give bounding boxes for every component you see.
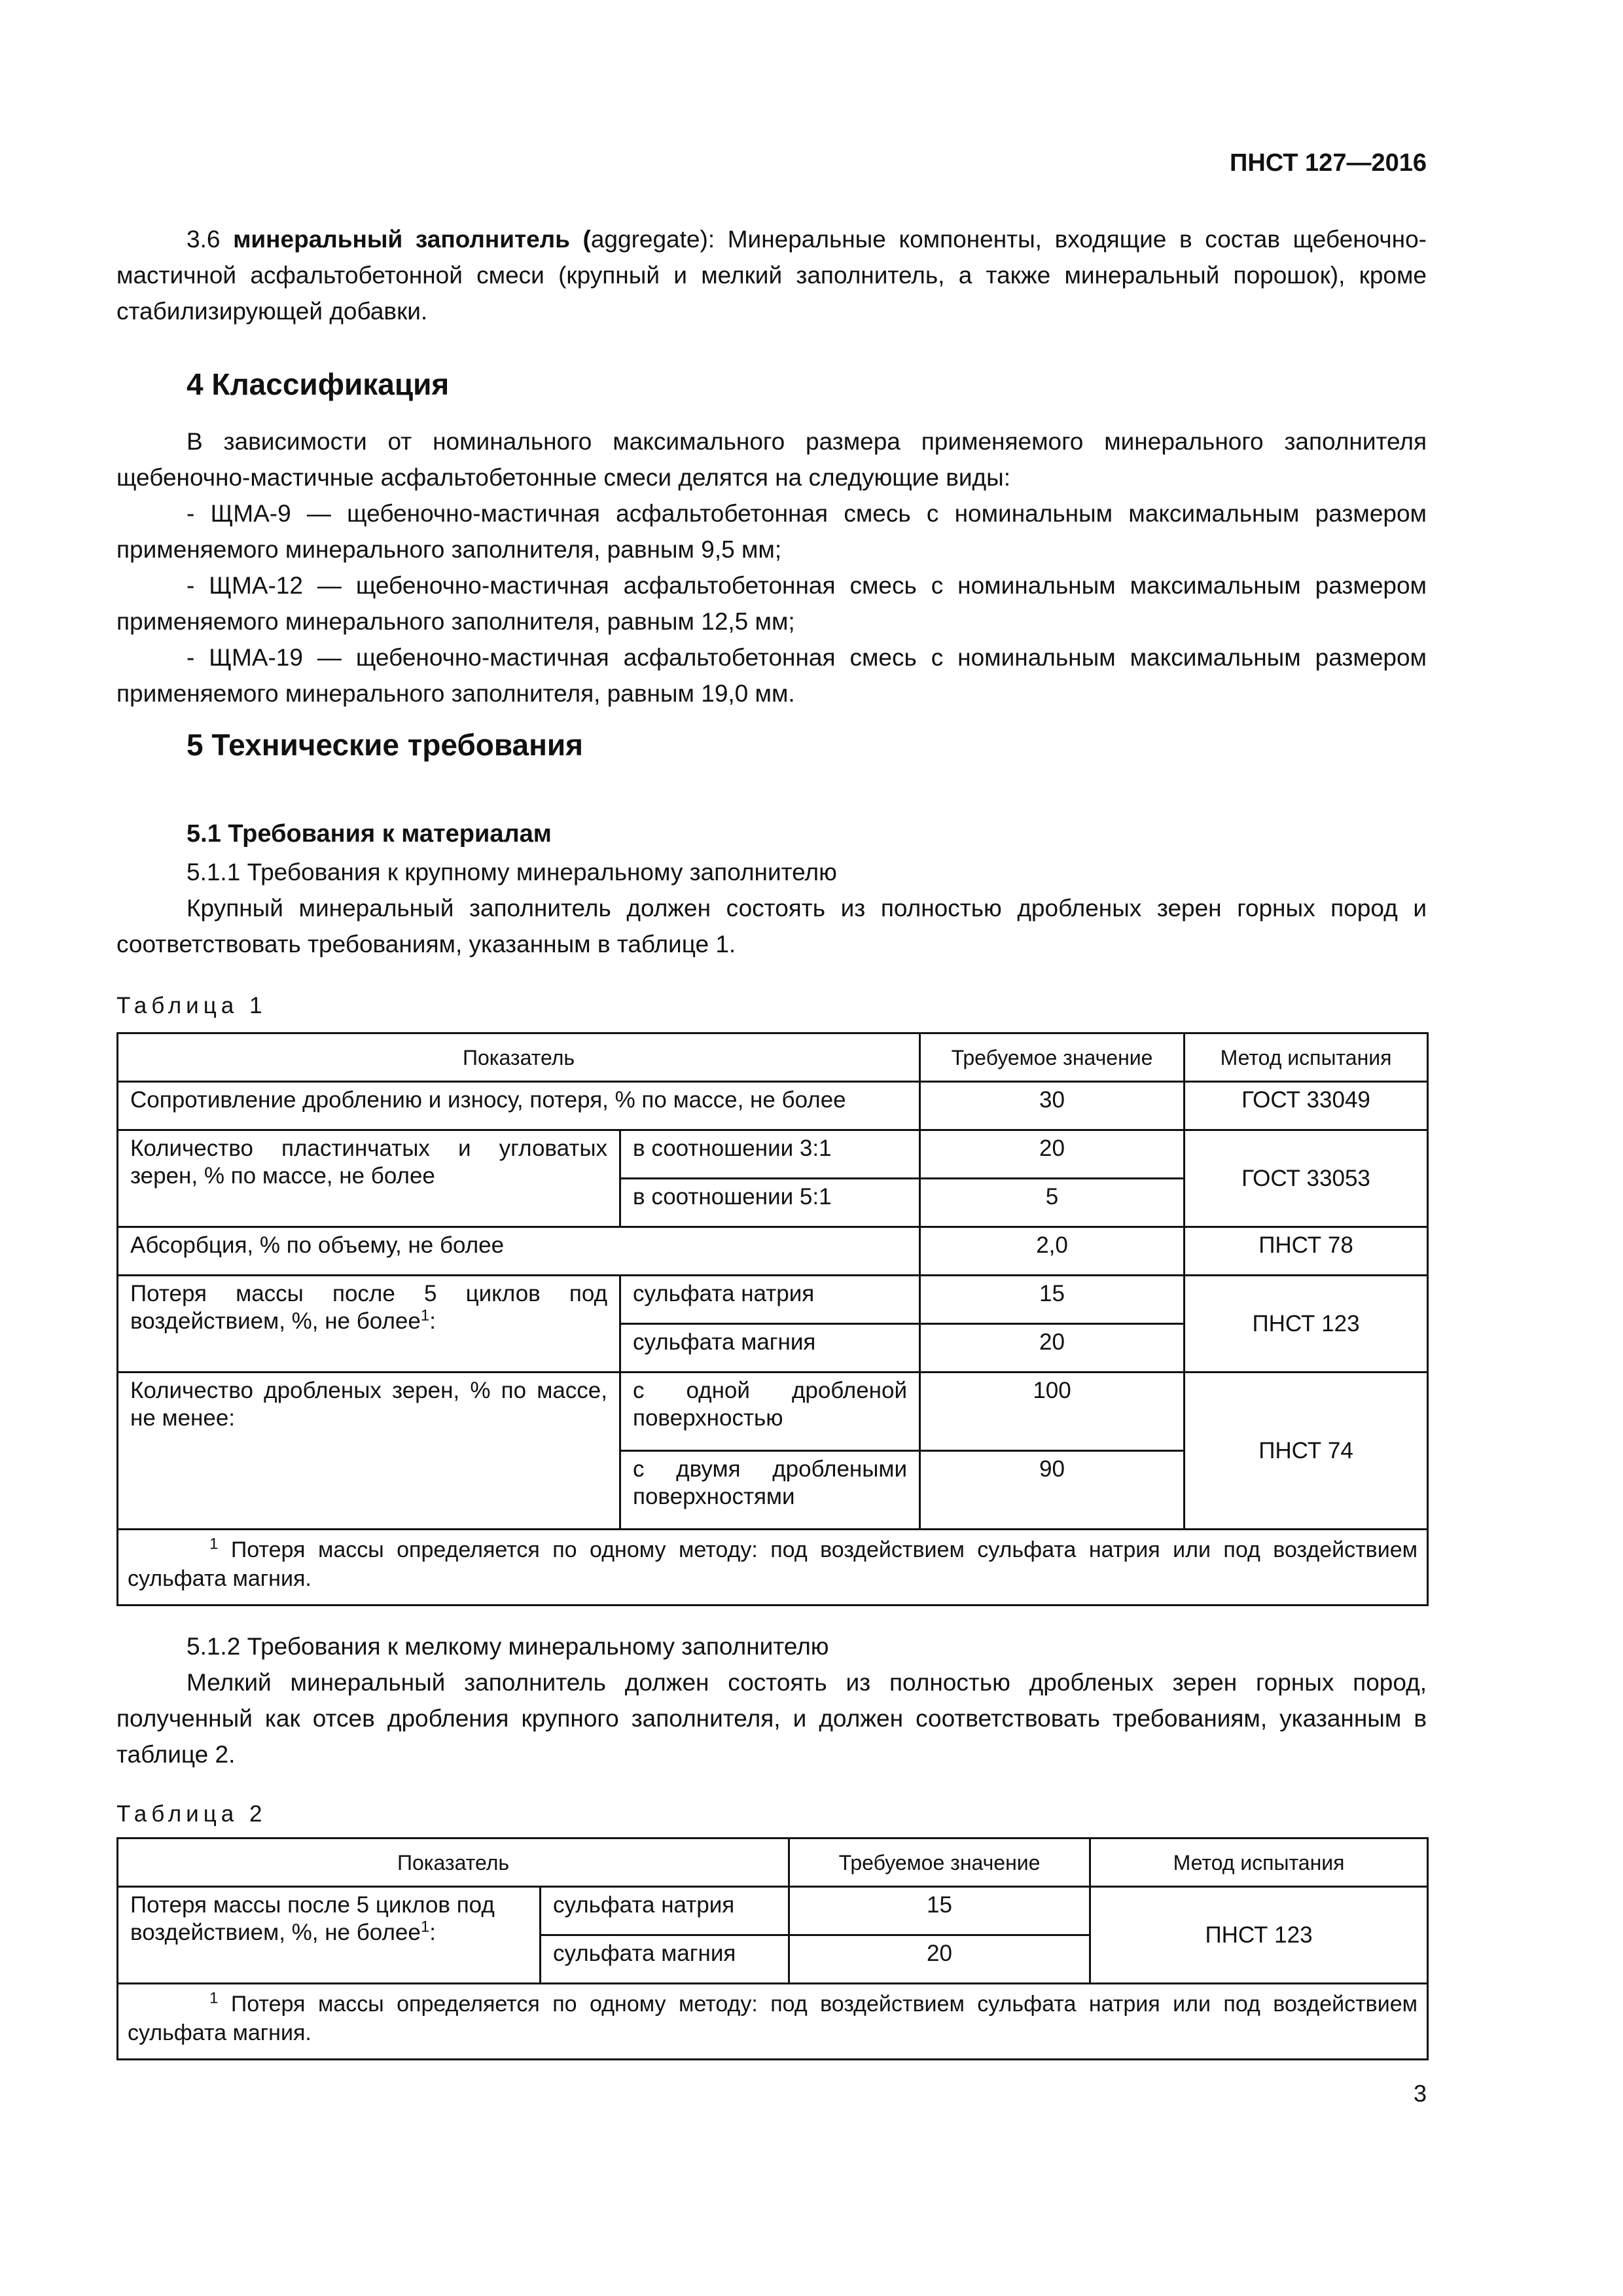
section-4-body <box>116 423 1427 711</box>
row-sub-label: с двумя дроблеными поверхностями <box>620 1451 920 1530</box>
section-5-1-1 <box>116 854 1427 962</box>
row-method: ПНСТ 123 <box>1185 1276 1428 1372</box>
row-sub-label: сульфата магния <box>620 1324 920 1372</box>
row-sub-label: сульфата натрия <box>541 1887 789 1935</box>
table-1-caption: Таблица 1 <box>116 993 267 1018</box>
table-row <box>118 1082 1428 1130</box>
table-footnote <box>118 1530 1428 1605</box>
header-required-value: Требуемое значение <box>789 1839 1090 1887</box>
table-2-caption: Таблица 2 <box>116 1801 267 1827</box>
footnote-mark: 1 <box>209 1989 219 2007</box>
footnote-text: Потеря массы определяется по одному методу: под воздействием сульфата натрия или под воздействием сульфата магния. <box>128 1537 1418 1591</box>
section-5-1-1-text: Крупный минеральный заполнитель должен состоять из полностью дробленых зерен горных пород и соответствовать требованиям, указанным в таблице 1. <box>116 895 1427 958</box>
row-label-text: Потеря массы после 5 циклов под воздействием, %, не более <box>130 1892 495 1945</box>
section-5-1-2-title: 5.1.2 Требования к мелкому минеральному заполнителю <box>187 1633 829 1660</box>
row-sub-label: в соотношении 3:1 <box>620 1130 920 1179</box>
table-row <box>118 1372 1428 1451</box>
row-label: Количество дробленых зерен, % по массе, не менее: <box>118 1372 620 1530</box>
footnote-mark: 1 <box>209 1535 219 1553</box>
row-label-colon: : <box>429 1308 436 1334</box>
row-sub-label: сульфата натрия <box>620 1276 920 1324</box>
table-2 <box>116 1837 1429 2060</box>
table-footnote <box>118 1984 1428 2060</box>
row-label: Сопротивление дроблению и износу, потеря, % по массе, не более <box>118 1082 920 1130</box>
footnote-ref: 1 <box>420 1918 430 1936</box>
row-label: Абсорбция, % по объему, не более <box>118 1227 920 1276</box>
page-number: 3 <box>1413 2080 1427 2107</box>
footnote-text: Потеря массы определяется по одному методу: под воздействием сульфата натрия или под воздействием сульфата магния. <box>128 1992 1418 2045</box>
row-label: Количество пластинчатых и угловатых зерен, % по массе, не более <box>118 1130 620 1227</box>
section-4-intro: В зависимости от номинального максимального размера применяемого минерального заполнителя щебеночно-мастичные асфальтобетонные смеси делятся на следующие виды: <box>116 428 1427 491</box>
section-3-6-term-en: aggregate <box>590 226 700 253</box>
section-3-6-term: минеральный заполнитель ( <box>233 226 591 253</box>
section-5-1-1-title: 5.1.1 Требования к крупному минеральному заполнителю <box>187 859 837 886</box>
row-sub-label: сульфата магния <box>541 1935 789 1984</box>
row-label-text: Потеря массы после 5 циклов под воздействием, %, не более <box>130 1281 607 1334</box>
section-5-1-2 <box>116 1628 1427 1772</box>
section-5-1-title: 5.1 Требования к материалам <box>187 820 552 848</box>
row-value: 15 <box>789 1887 1090 1935</box>
row-sub-label: с одной дробленой поверхностью <box>620 1372 920 1451</box>
table-header-row <box>118 1839 1428 1887</box>
section-4-item-shma19: - ЩМА-19 — щебеночно-мастичная асфальтобетонная смесь с номинальным максимальным размером применяемого минерального заполнителя, равным 19,0 мм. <box>116 644 1427 707</box>
row-value: 90 <box>920 1451 1185 1530</box>
row-method: ПНСТ 78 <box>1185 1227 1428 1276</box>
section-5-1-2-text: Мелкий минеральный заполнитель должен состоять из полностью дробленых зерен горных пород, полученный как отсев дробления крупного заполнителя, и должен соответствовать требованиям, указанным в таблице 2. <box>116 1669 1427 1768</box>
row-value: 2,0 <box>920 1227 1185 1276</box>
row-method: ГОСТ 33049 <box>1185 1082 1428 1130</box>
section-3-6 <box>116 221 1427 329</box>
table-row <box>118 1276 1428 1324</box>
header-test-method: Метод испытания <box>1090 1839 1428 1887</box>
row-method: ПНСТ 74 <box>1185 1372 1428 1530</box>
row-value: 20 <box>920 1130 1185 1179</box>
document-id-header: ПНСТ 127—2016 <box>1230 149 1427 177</box>
section-3-6-definition: ): Минеральные компоненты, входящие в состав щебеночно-мастичной асфальтобетонной смеси (крупный и мелкий заполнитель, а также минеральный порошок), кроме стабилизирующей добавки. <box>116 226 1427 325</box>
row-value: 15 <box>920 1276 1185 1324</box>
row-value: 20 <box>920 1324 1185 1372</box>
row-sub-label: в соотношении 5:1 <box>620 1179 920 1227</box>
row-method: ПНСТ 123 <box>1090 1887 1428 1984</box>
section-5-title: 5 Технические требования <box>187 728 583 762</box>
header-required-value: Требуемое значение <box>920 1033 1185 1082</box>
table-row <box>118 1130 1428 1179</box>
row-label <box>118 1887 541 1984</box>
table-footnote-row <box>118 1530 1428 1605</box>
header-indicator: Показатель <box>118 1839 789 1887</box>
section-4-title: 4 Классификация <box>187 367 450 401</box>
row-method: ГОСТ 33053 <box>1185 1130 1428 1227</box>
row-label <box>118 1276 620 1372</box>
section-4-item-shma9: - ЩМА-9 — щебеночно-мастичная асфальтобетонная смесь с номинальным максимальным размером применяемого минерального заполнителя, равным 9,5 мм; <box>116 500 1427 563</box>
row-label-colon: : <box>429 1920 436 1945</box>
row-value: 20 <box>789 1935 1090 1984</box>
header-indicator: Показатель <box>118 1033 920 1082</box>
row-value: 5 <box>920 1179 1185 1227</box>
table-header-row <box>118 1033 1428 1082</box>
section-3-6-number: 3.6 <box>187 226 234 253</box>
footnote-ref: 1 <box>420 1306 430 1325</box>
table-row <box>118 1887 1428 1935</box>
table-row <box>118 1227 1428 1276</box>
table-footnote-row <box>118 1984 1428 2060</box>
table-1 <box>116 1032 1429 1606</box>
header-test-method: Метод испытания <box>1185 1033 1428 1082</box>
section-4-item-shma12: - ЩМА-12 — щебеночно-мастичная асфальтобетонная смесь с номинальным максимальным размером применяемого минерального заполнителя, равным 12,5 мм; <box>116 572 1427 635</box>
row-value: 30 <box>920 1082 1185 1130</box>
row-value: 100 <box>920 1372 1185 1451</box>
